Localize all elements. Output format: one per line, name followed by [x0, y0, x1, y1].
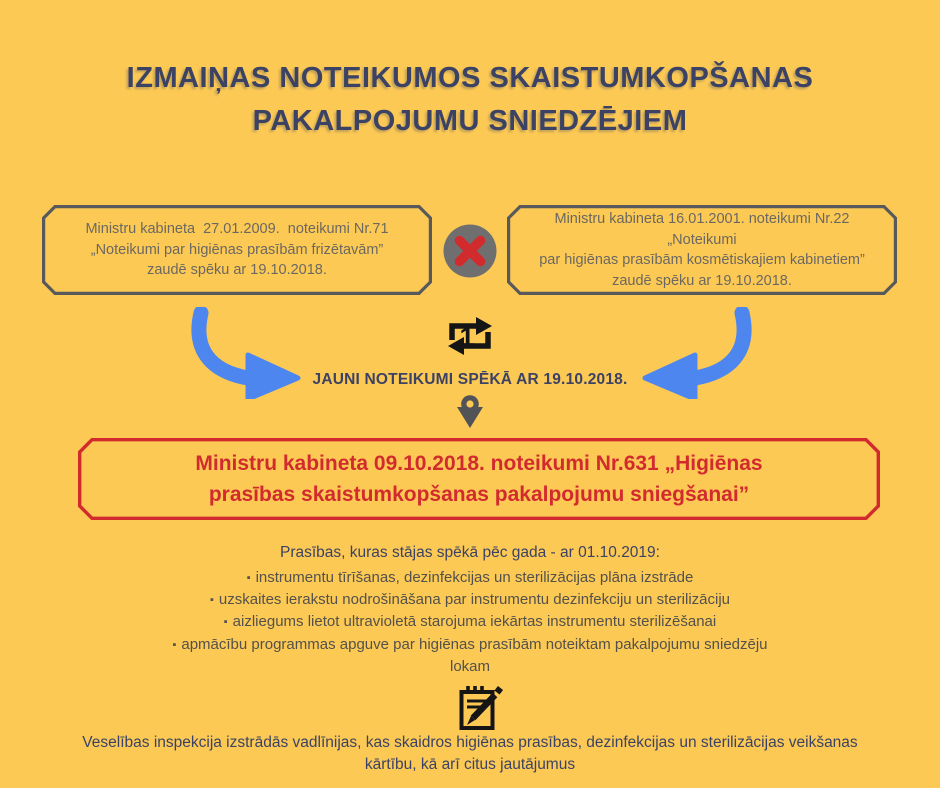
location-pin-icon [453, 394, 487, 435]
new-regulation-box [78, 438, 880, 520]
text-line: Ministru kabineta 27.01.2009. noteikumi Nr.71 [85, 221, 389, 238]
text-line: zaudē spēku ar 19.10.2018. [147, 262, 327, 279]
list-item [160, 567, 780, 589]
list-item-text: instrumentu tīrīšanas, dezinfekcijas un sterilizācijas plāna izstrāde [255, 569, 694, 586]
list-item-text: apmācību programmas apguve par higiēnas prasībām noteiktam pakalpojumu sniedzēju lokam [181, 635, 768, 675]
bullet-icon: ▪ [210, 594, 214, 607]
text-line: prasības skaistumkopšanas pakalpojumu sniegšanai” [208, 483, 750, 506]
text-line: par higiēnas prasībām kosmētiskajiem kabinetiem” [539, 252, 865, 268]
requirements-list [160, 567, 780, 678]
bullet-icon: ▪ [172, 638, 177, 651]
page-title [0, 57, 940, 143]
old-regulation-box-left [42, 205, 432, 295]
list-item [160, 611, 780, 633]
footer-note: Veselības inspekcija izstrādās vadlīnijas, kas skaidros higiēnas prasības, dezinfekcijas un sterilizācijas veikšanas kārtību, kā arī citus jautājumus [82, 734, 858, 773]
list-item [160, 589, 780, 611]
requirements-heading: Prasības, kuras stājas spēkā pēc gada - ar 01.10.2019: [280, 544, 660, 561]
list-item-text: aizliegums lietot ultravioletā starojuma iekārtas instrumentu sterilizēšanai [232, 613, 717, 631]
repeat-once-icon [442, 310, 498, 367]
curved-arrow-down-right-icon [186, 307, 302, 404]
bullet-icon: ▪ [223, 616, 228, 629]
text-line: Ministru kabineta 16.01.2001. noteikumi Nr.22 „Noteikumi [554, 211, 854, 248]
bullet-icon: ▪ [246, 572, 251, 584]
old-regulation-left-text [56, 205, 418, 295]
new-rules-banner: JAUNI NOTEIKUMI SPĒKĀ AR 19.10.2018. [312, 371, 628, 388]
new-regulation-title [98, 438, 860, 520]
text-line: Ministru kabineta 09.10.2018. noteikumi Nr.631 „Higiēnas [195, 452, 763, 475]
list-item-text: uzskaites ierakstu nodrošināšana par instrumentu dezinfekciju un sterilizāciju [218, 591, 730, 609]
page-title-line2: PAKALPOJUMU SNIEDZĒJIEM [252, 105, 688, 137]
text-line: zaudē spēku ar 19.10.2018. [612, 272, 792, 289]
curved-arrow-down-left-icon [641, 307, 757, 404]
old-regulation-box-right [507, 205, 897, 295]
repeat-count-label: 1 [459, 322, 475, 352]
old-regulation-right-text [521, 205, 883, 295]
cancel-icon [442, 223, 498, 284]
list-item [160, 634, 780, 678]
page-title-line1: IZMAIŅAS NOTEIKUMOS SKAISTUMKOPŠANAS [126, 62, 814, 94]
text-line: „Noteikumi par higiēnas prasībām frizētavām” [90, 241, 384, 258]
